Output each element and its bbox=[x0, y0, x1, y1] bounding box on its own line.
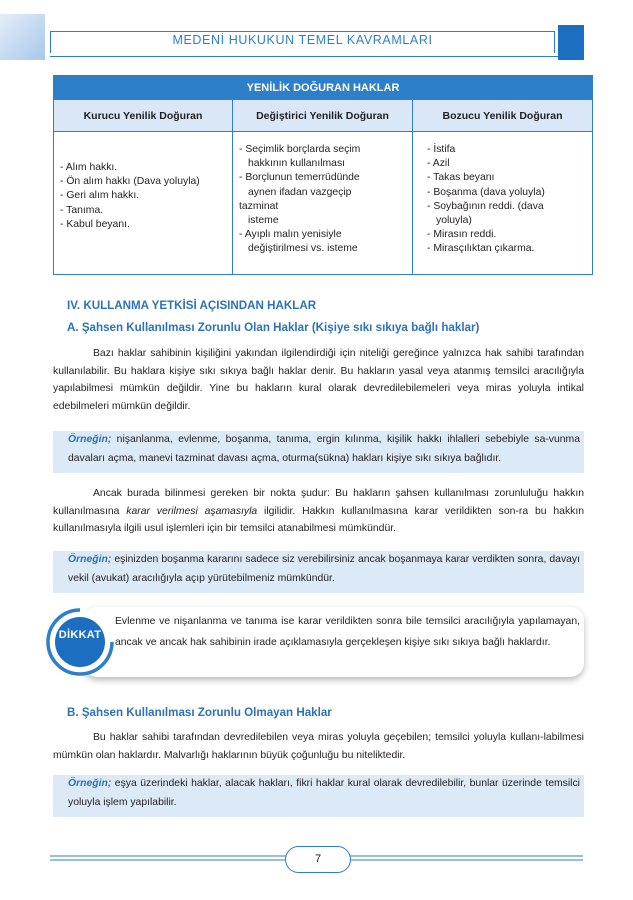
section-iv-heading: IV. KULLANMA YETKİSİ AÇISINDAN HAKLAR bbox=[67, 299, 317, 312]
innovative-rights-table bbox=[53, 75, 593, 275]
section-a-paragraph-1: Bazı haklar sahibinin kişiliğini yakından ilgilendirdiği için niteliği gereğince yalnızca hak sahibi tarafından kullanılabilir. Bu haklara kişiye sıkı sıkıya bağlı haklar denir. Bu hakların yasal veya atanmış temsilci aracılığıyla yapılabilmesi mümkün değildir. Yine bu hakların kural olarak devredilebilemeleri veya miras yoluyla intikal edebilmeleri mümkün değildir. bbox=[53, 348, 584, 412]
list-item: tazminat bbox=[239, 200, 279, 212]
list-item: aynen ifadan vazgeçip bbox=[248, 186, 352, 198]
list-item: - Geri alım hakkı. bbox=[60, 190, 140, 202]
attention-badge-label: DİKKAT bbox=[58, 629, 102, 641]
example-box-1 bbox=[53, 431, 584, 473]
example-label: Örneğin; bbox=[68, 434, 112, 445]
emphasis-text: karar verilmesi aşamasıyla bbox=[126, 505, 258, 517]
list-item: - Tanıma. bbox=[60, 204, 104, 216]
paragraph-text: Ancak burada bilinmesi gereken bir nokta şudur: Bu hakların şahsen kullanılması zorunluluğu hakkın kullanılmasına bbox=[53, 488, 584, 517]
example-box-3 bbox=[53, 775, 584, 817]
paragraph-text: ilgilidir. Hakkın kullanılmasına karar verildikten son-ra bu hakkın kullanılmasıyla ilgili usul işlemleri için bir temsilci atanabilmesi mümkündür. bbox=[53, 505, 585, 534]
list-item: - Takas beyanı bbox=[427, 172, 495, 184]
list-item: değiştirilmesi vs. isteme bbox=[248, 243, 358, 255]
list-item: - İstifa bbox=[427, 144, 456, 155]
list-item: isteme bbox=[248, 215, 279, 227]
example-text: eşinizden boşanma kararını sadece siz verebilirsiniz ancak boşanmaya karar verdikten sonra, davayı vekil (avukat) aracılığıyla açıp yürütebilmeniz mümkündür. bbox=[68, 554, 580, 584]
table-header-destructive: Bozucu Yenilik Doğuran bbox=[413, 100, 593, 132]
example-label: Örneğin; bbox=[68, 778, 112, 789]
page-number: 7 bbox=[285, 846, 351, 873]
running-header-title: MEDENİ HUKUKUN TEMEL KAVRAMLARI bbox=[172, 33, 433, 47]
list-item: - Mirasçılıktan çıkarma. bbox=[427, 243, 535, 255]
list-item: - Mirasın reddi. bbox=[427, 229, 497, 241]
list-item: - Ön alım hakkı (Dava yoluyla) bbox=[60, 176, 200, 188]
table-title: YENİLİK DOĞURAN HAKLAR bbox=[54, 76, 593, 100]
example-label: Örneğin; bbox=[68, 554, 112, 565]
table-cell-constitutive bbox=[54, 132, 233, 275]
list-item: - Soybağının reddi. (dava yoluyla) bbox=[427, 200, 544, 227]
example-text: eşya üzerindeki haklar, alacak hakları, fikri haklar kural olarak devredilebilir, bunlar üzerinde temsilci yoluyla işlem yapılabilir. bbox=[68, 778, 580, 808]
list-item: hakkının kullanılması bbox=[248, 158, 346, 170]
header-corner-decoration bbox=[0, 14, 45, 60]
table-header-constitutive: Kurucu Yenilik Doğuran bbox=[54, 100, 233, 132]
section-a-heading: A. Şahsen Kullanılması Zorunlu Olan Haklar (Kişiye sıkı sıkıya bağlı haklar) bbox=[67, 321, 480, 334]
header-accent-block bbox=[558, 25, 584, 60]
attention-callout-text: Evlenme ve nişanlanma ve tanıma ise karar verildikten sonra bile temsilci aracılığıyla yapılamayan, ancak ve ancak hak sahibinin irade açıklamasıyla gerçekleşen kişiye sıkı sıkıya bağlı haklardır. bbox=[115, 616, 580, 648]
list-item: - Alım hakkı. bbox=[60, 162, 118, 173]
list-item: - Azil bbox=[427, 158, 450, 170]
list-item: - Seçimlik borçlarda seçim bbox=[239, 144, 361, 155]
list-item: - Kabul beyanı. bbox=[60, 218, 130, 230]
header-underline bbox=[50, 56, 558, 57]
table-cell-destructive bbox=[413, 132, 593, 275]
section-b-paragraph: Bu haklar sahibi tarafından devredilebilen veya miras yoluyla geçebilen; temsilci yoluyla kullanı-labilmesi mümkün olan haklardır. Malvarlığı haklarının büyük çoğunluğu bu niteliktedir. bbox=[53, 732, 584, 761]
table-cell-modifying bbox=[233, 132, 413, 275]
example-box-2 bbox=[53, 551, 584, 593]
example-text: nişanlanma, evlenme, boşanma, tanıma, ergin kılınma, kişilik hakkı ihlalleri sebebiyle sa-vunma davaları açma, manevi tazminat davası açma, oturma(sükna) hakları kişiye sıkı sıkıya bağlıdır. bbox=[68, 434, 580, 464]
section-a-paragraph-2 bbox=[53, 485, 584, 538]
attention-badge-icon bbox=[46, 608, 114, 676]
list-item: - Ayıplı malın yenisiyle bbox=[239, 229, 342, 241]
section-b-heading: B. Şahsen Kullanılması Zorunlu Olmayan Haklar bbox=[67, 706, 332, 719]
list-item: - Boşanma (dava yoluyla) bbox=[427, 186, 545, 198]
list-item: - Borçlunun temerrüdünde bbox=[239, 172, 360, 184]
table-header-modifying: Değiştirici Yenilik Doğuran bbox=[233, 100, 413, 132]
